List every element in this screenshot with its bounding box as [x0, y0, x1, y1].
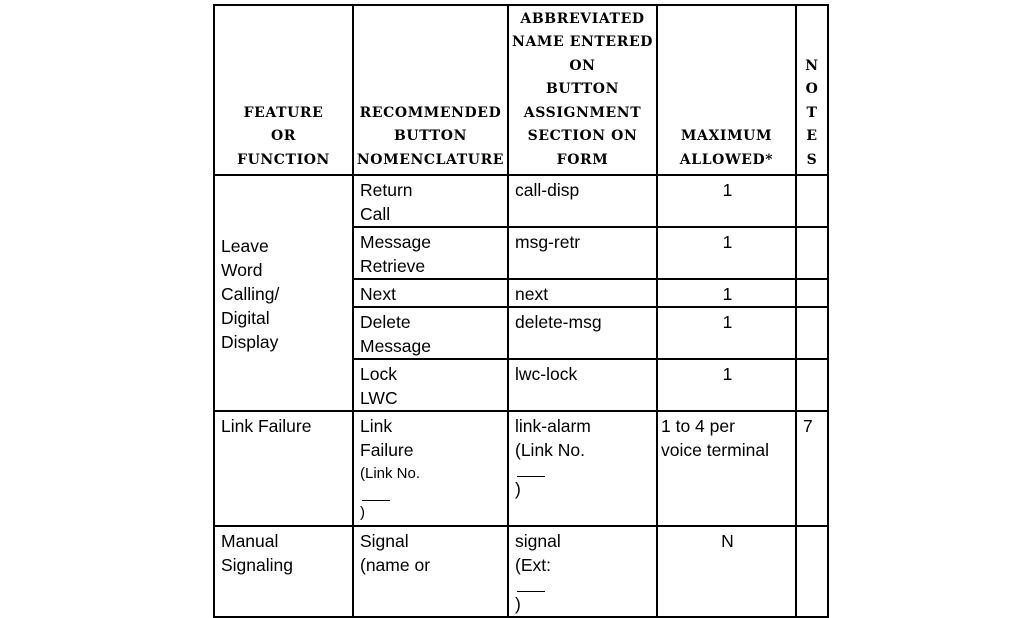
- header-text: OR: [270, 128, 297, 144]
- cell-text: ): [515, 594, 521, 614]
- cell-text: Message: [360, 336, 432, 356]
- cell-text: Delete: [360, 312, 411, 332]
- maximum-cell: 1: [657, 279, 796, 307]
- header-text: FORM: [556, 151, 609, 168]
- cell-text: Leave: [221, 236, 269, 256]
- header-notes: [796, 5, 828, 175]
- cell-text: Display: [221, 332, 279, 352]
- header-feature: [214, 5, 353, 175]
- nomenclature-cell: [353, 279, 508, 307]
- header-text: BUTTON: [546, 81, 619, 97]
- nomenclature-cell: [353, 359, 508, 411]
- notes-cell: [796, 307, 828, 359]
- cell-text: (Ext:: [515, 555, 551, 575]
- header-text: O: [805, 81, 819, 97]
- header-text: T: [806, 104, 818, 121]
- notes-cell: [796, 526, 828, 617]
- cell-text: ): [360, 504, 365, 521]
- cell-text: Next: [360, 284, 396, 304]
- fill-in-blank: [517, 462, 545, 477]
- abbreviated-cell: [508, 526, 657, 617]
- cell-text: 1 to 4 per: [661, 416, 735, 436]
- cell-text: Word: [221, 260, 263, 280]
- cell-text: LWC: [360, 388, 398, 408]
- cell-text: voice terminal: [661, 440, 769, 460]
- cell-text: (Link No.: [360, 465, 421, 482]
- nomenclature-cell: [353, 526, 508, 617]
- nomenclature-cell: [353, 411, 508, 526]
- header-text: RECOMMENDED: [359, 104, 502, 121]
- notes-cell: 7: [796, 411, 828, 526]
- notes-cell: [796, 227, 828, 279]
- cell-text: Failure: [360, 440, 414, 460]
- header-text: FEATURE: [243, 104, 324, 121]
- cell-text-with-blank: [360, 462, 503, 525]
- maximum-cell: N: [657, 526, 796, 617]
- cell-text: Call: [360, 204, 391, 224]
- header-text: MAXIMUM: [680, 128, 773, 144]
- cell-text: link-alarm: [515, 416, 591, 436]
- feature-cell-lwc: [214, 175, 353, 411]
- maximum-cell: 1: [657, 307, 796, 359]
- button-assignment-table: [213, 4, 829, 618]
- table-header-row: [214, 5, 828, 175]
- maximum-cell: [657, 411, 796, 526]
- notes-cell: [796, 279, 828, 307]
- maximum-cell: 1: [657, 227, 796, 279]
- header-text: E: [806, 128, 818, 144]
- cell-text: ): [515, 479, 521, 499]
- abbreviated-cell: lwc-lock: [508, 359, 657, 411]
- cell-text: Link: [360, 416, 393, 436]
- table-row: [214, 526, 828, 617]
- header-text: ABBREVIATED: [520, 10, 645, 27]
- abbreviated-cell: delete-msg: [508, 307, 657, 359]
- nomenclature-cell: [353, 175, 508, 227]
- table-row: [214, 411, 828, 526]
- feature-cell-link-failure: Link Failure: [214, 411, 353, 526]
- header-text: S: [806, 151, 818, 168]
- cell-text: Calling/: [221, 284, 280, 304]
- notes-cell: [796, 175, 828, 227]
- table-row: [214, 175, 828, 227]
- cell-text: Digital: [221, 308, 270, 328]
- feature-cell-manual-signaling: [214, 526, 353, 617]
- header-maximum: [657, 5, 796, 175]
- header-text: ASSIGNMENT: [523, 104, 642, 121]
- header-text: ON: [569, 57, 596, 74]
- header-text: FUNCTION: [237, 151, 330, 168]
- cell-text: Manual: [221, 531, 279, 551]
- cell-text: Retrieve: [360, 256, 426, 276]
- abbreviated-cell: next: [508, 279, 657, 307]
- cell-text: (Link No.: [515, 440, 586, 460]
- header-text: SECTION ON: [527, 128, 638, 144]
- cell-text: Signal: [360, 531, 409, 551]
- maximum-cell: 1: [657, 359, 796, 411]
- fill-in-blank: [517, 577, 545, 592]
- abbreviated-cell: msg-retr: [508, 227, 657, 279]
- header-text: BUTTON: [394, 128, 467, 144]
- cell-text-with-blank: [515, 438, 652, 501]
- header-text: ALLOWED*: [679, 151, 774, 168]
- cell-text: (name or: [360, 555, 431, 575]
- abbreviated-cell: call-disp: [508, 175, 657, 227]
- cell-text: Lock: [360, 364, 397, 384]
- header-text: NOMENCLATURE: [356, 151, 505, 168]
- cell-text: Signaling: [221, 555, 293, 575]
- cell-text-with-blank: [515, 553, 652, 616]
- nomenclature-cell: [353, 227, 508, 279]
- cell-text: signal: [515, 531, 561, 551]
- header-text: N: [805, 57, 819, 74]
- maximum-cell: 1: [657, 175, 796, 227]
- nomenclature-cell: [353, 307, 508, 359]
- header-nomenclature: [353, 5, 508, 175]
- fill-in-blank: [362, 486, 390, 501]
- abbreviated-cell: [508, 411, 657, 526]
- cell-text: Message: [360, 232, 432, 252]
- cell-text: Return: [360, 180, 413, 200]
- header-abbreviated: [508, 5, 657, 175]
- notes-cell: [796, 359, 828, 411]
- header-text: NAME ENTERED: [512, 34, 653, 50]
